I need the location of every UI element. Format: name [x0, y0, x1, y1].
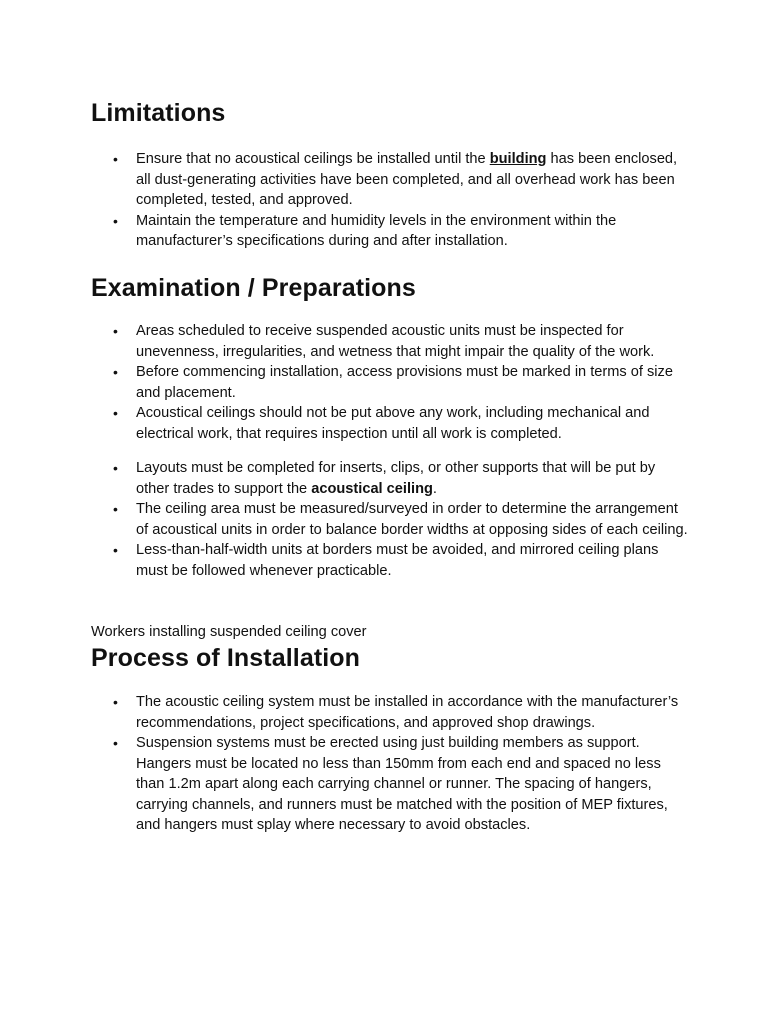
list-item: • Suspension systems must be erected using just building members as support. Hangers must be located no less than 150mm from each end and spaced no less than 1.2m apart along each carrying channel or runner. The spacing of hangers, carrying channels, and runners must be matched with the position of MEP fixtures, and hangers must splay where necessary to avoid obstacles.: [91, 733, 691, 836]
list-item: • Maintain the temperature and humidity levels in the environment within the manufacturer’s specifications during and after installation.: [91, 211, 691, 252]
heading-examination: Examination / Preparations: [91, 274, 416, 302]
list-limitations: [91, 149, 691, 252]
list-examination-b: [91, 458, 691, 581]
list-item: [91, 149, 691, 211]
list-item: • Less-than-half-width units at borders must be avoided, and mirrored ceiling plans must be followed whenever practicable.: [91, 540, 691, 581]
acoustical-ceiling-term: acoustical ceiling: [311, 480, 433, 497]
heading-installation: Process of Installation: [91, 644, 361, 672]
heading-limitations: Limitations: [91, 99, 226, 127]
item-text: has been enclosed, all dust-generating activities have been completed, and all overhead work has been completed, tested, and approved.: [136, 151, 678, 208]
list-item: • Before commencing installation, access provisions must be marked in terms of size and placement.: [91, 362, 691, 403]
list-item: • Areas scheduled to receive suspended acoustic units must be inspected for unevenness, irregularities, and wetness that might impair the quality of the work.: [91, 321, 691, 362]
list-examination-a: [91, 321, 691, 444]
image-caption: Workers installing suspended ceiling cover: [91, 624, 367, 640]
list-item: • Acoustical ceilings should not be put above any work, including mechanical and electrical work, that requires inspection until all work is completed.: [91, 403, 691, 444]
building-link[interactable]: building: [489, 151, 547, 167]
list-installation: [91, 692, 691, 836]
list-item: • The acoustic ceiling system must be installed in accordance with the manufacturer’s recommendations, project specifications, and approved shop drawings.: [91, 692, 691, 733]
list-item: • The ceiling area must be measured/surveyed in order to determine the arrangement of acoustical units in order to balance border widths at opposing sides of each ceiling.: [91, 499, 691, 540]
item-text: .: [432, 480, 437, 497]
list-item: [91, 458, 691, 499]
item-text: Layouts must be completed for inserts, clips, or other supports that will be put by other trades to support the: [136, 460, 656, 497]
item-text: Ensure that no acoustical ceilings be installed until the: [136, 151, 490, 167]
